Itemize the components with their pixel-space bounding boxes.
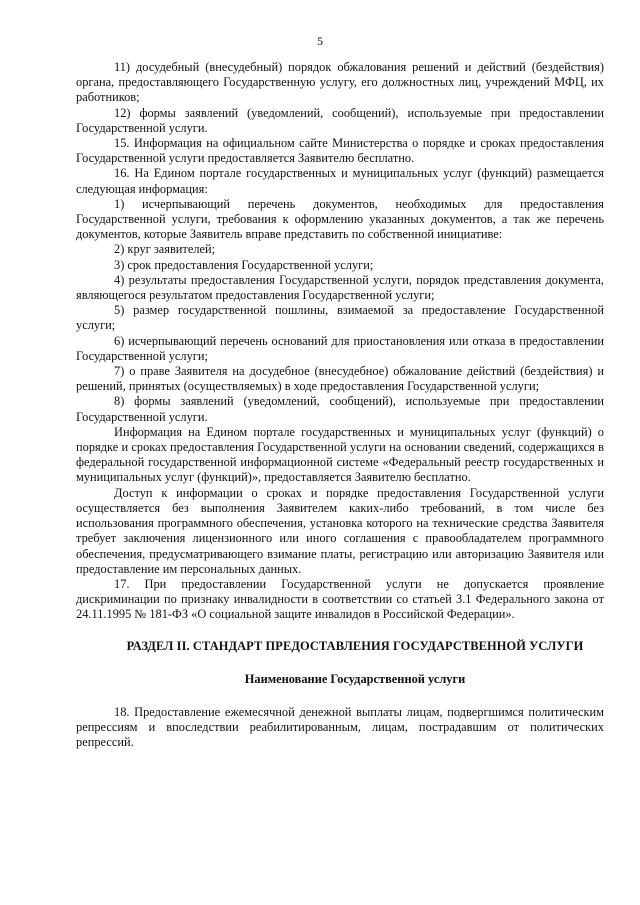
paragraph-item-12: 12) формы заявлений (уведомлений, сообщений), используемые при предоставлении Государственной услуги. (76, 105, 604, 135)
paragraph-access-info: Доступ к информации о сроках и порядке предоставления Государственной услуги осуществляется без выполнения Заявителем каких-либо требований, в том числе без использования программного обеспечения, установка которого на технические средства Заявителя требует заключения лицензионного или иного соглашения с правообладателем программного обеспечения, предусматривающего взимание платы, регистрацию или авторизацию Заявителя или предоставление им персональных данных. (76, 485, 604, 576)
list-item-7: 7) о праве Заявителя на досудебное (внесудебное) обжалование действий (бездействия) и решений, принятых (осуществляемых) в ходе предоставления Государственной услуги; (76, 364, 604, 394)
paragraph-18: 18. Предоставление ежемесячной денежной выплаты лицам, подвергшимся политическим репрессиям и впоследствии реабилитированным, лицам, пострадавшим от политических репрессий. (76, 704, 604, 750)
paragraph-17: 17. При предоставлении Государственной услуги не допускается проявление дискриминации по признаку инвалидности в соответствии со статьей 3.1 Федерального закона от 24.11.1995 № 181-ФЗ «О социальной защите инвалидов в Российской Федерации». (76, 576, 604, 622)
subheading: Наименование Государственной услуги (244, 671, 466, 686)
page-number: 5 (317, 34, 323, 48)
list-item-6: 6) исчерпывающий перечень оснований для приостановления или отказа в предоставлении Государственной услуги; (76, 333, 604, 363)
document-body (76, 60, 604, 751)
list-item-1: 1) исчерпывающий перечень документов, необходимых для предоставления Государственной услуги, требования к оформлению указанных документов, а так же перечень документов, которые Заявитель вправе представить по собственной инициативе: (76, 196, 604, 242)
paragraph-16: 16. На Едином портале государственных и муниципальных услуг (функций) размещается следующая информация: (76, 166, 604, 196)
list-item-3: 3) срок предоставления Государственной услуги; (114, 257, 374, 272)
list-item-8: 8) формы заявлений (уведомлений, сообщений), используемые при предоставлении Государственной услуги. (76, 394, 604, 424)
list-item-2: 2) круг заявителей; (114, 242, 216, 257)
list-item-4: 4) результаты предоставления Государственной услуги, порядок представления документа, являющегося результатом предоставления Государственной услуги; (76, 272, 604, 303)
paragraph-portal-info: Информация на Едином портале государственных и муниципальных услуг (функций) о порядке и сроках предоставления Государственной услуги на основании сведений, содержащихся в федеральной государственной информационной системе «Федеральный реестр государственных и муниципальных услуг (функций)», предоставляется Заявителю бесплатно. (76, 424, 604, 485)
list-item-5: 5) размер государственной пошлины, взимаемой за предоставление Государственной услуги; (76, 303, 604, 333)
section-heading: РАЗДЕЛ II. СТАНДАРТ ПРЕДОСТАВЛЕНИЯ ГОСУДАРСТВЕННОЙ УСЛУГИ (126, 638, 584, 653)
paragraph-item-11: 11) досудебный (внесудебный) порядок обжалования решений и действий (бездействия) органа, предоставляющего Государственную услугу, его должностных лиц, учреждений МФЦ, их работников; (76, 60, 604, 105)
paragraph-15: 15. Информация на официальном сайте Министерства о порядке и сроках предоставления Государственной услуги предоставляется Заявителю бесплатно. (76, 136, 604, 166)
